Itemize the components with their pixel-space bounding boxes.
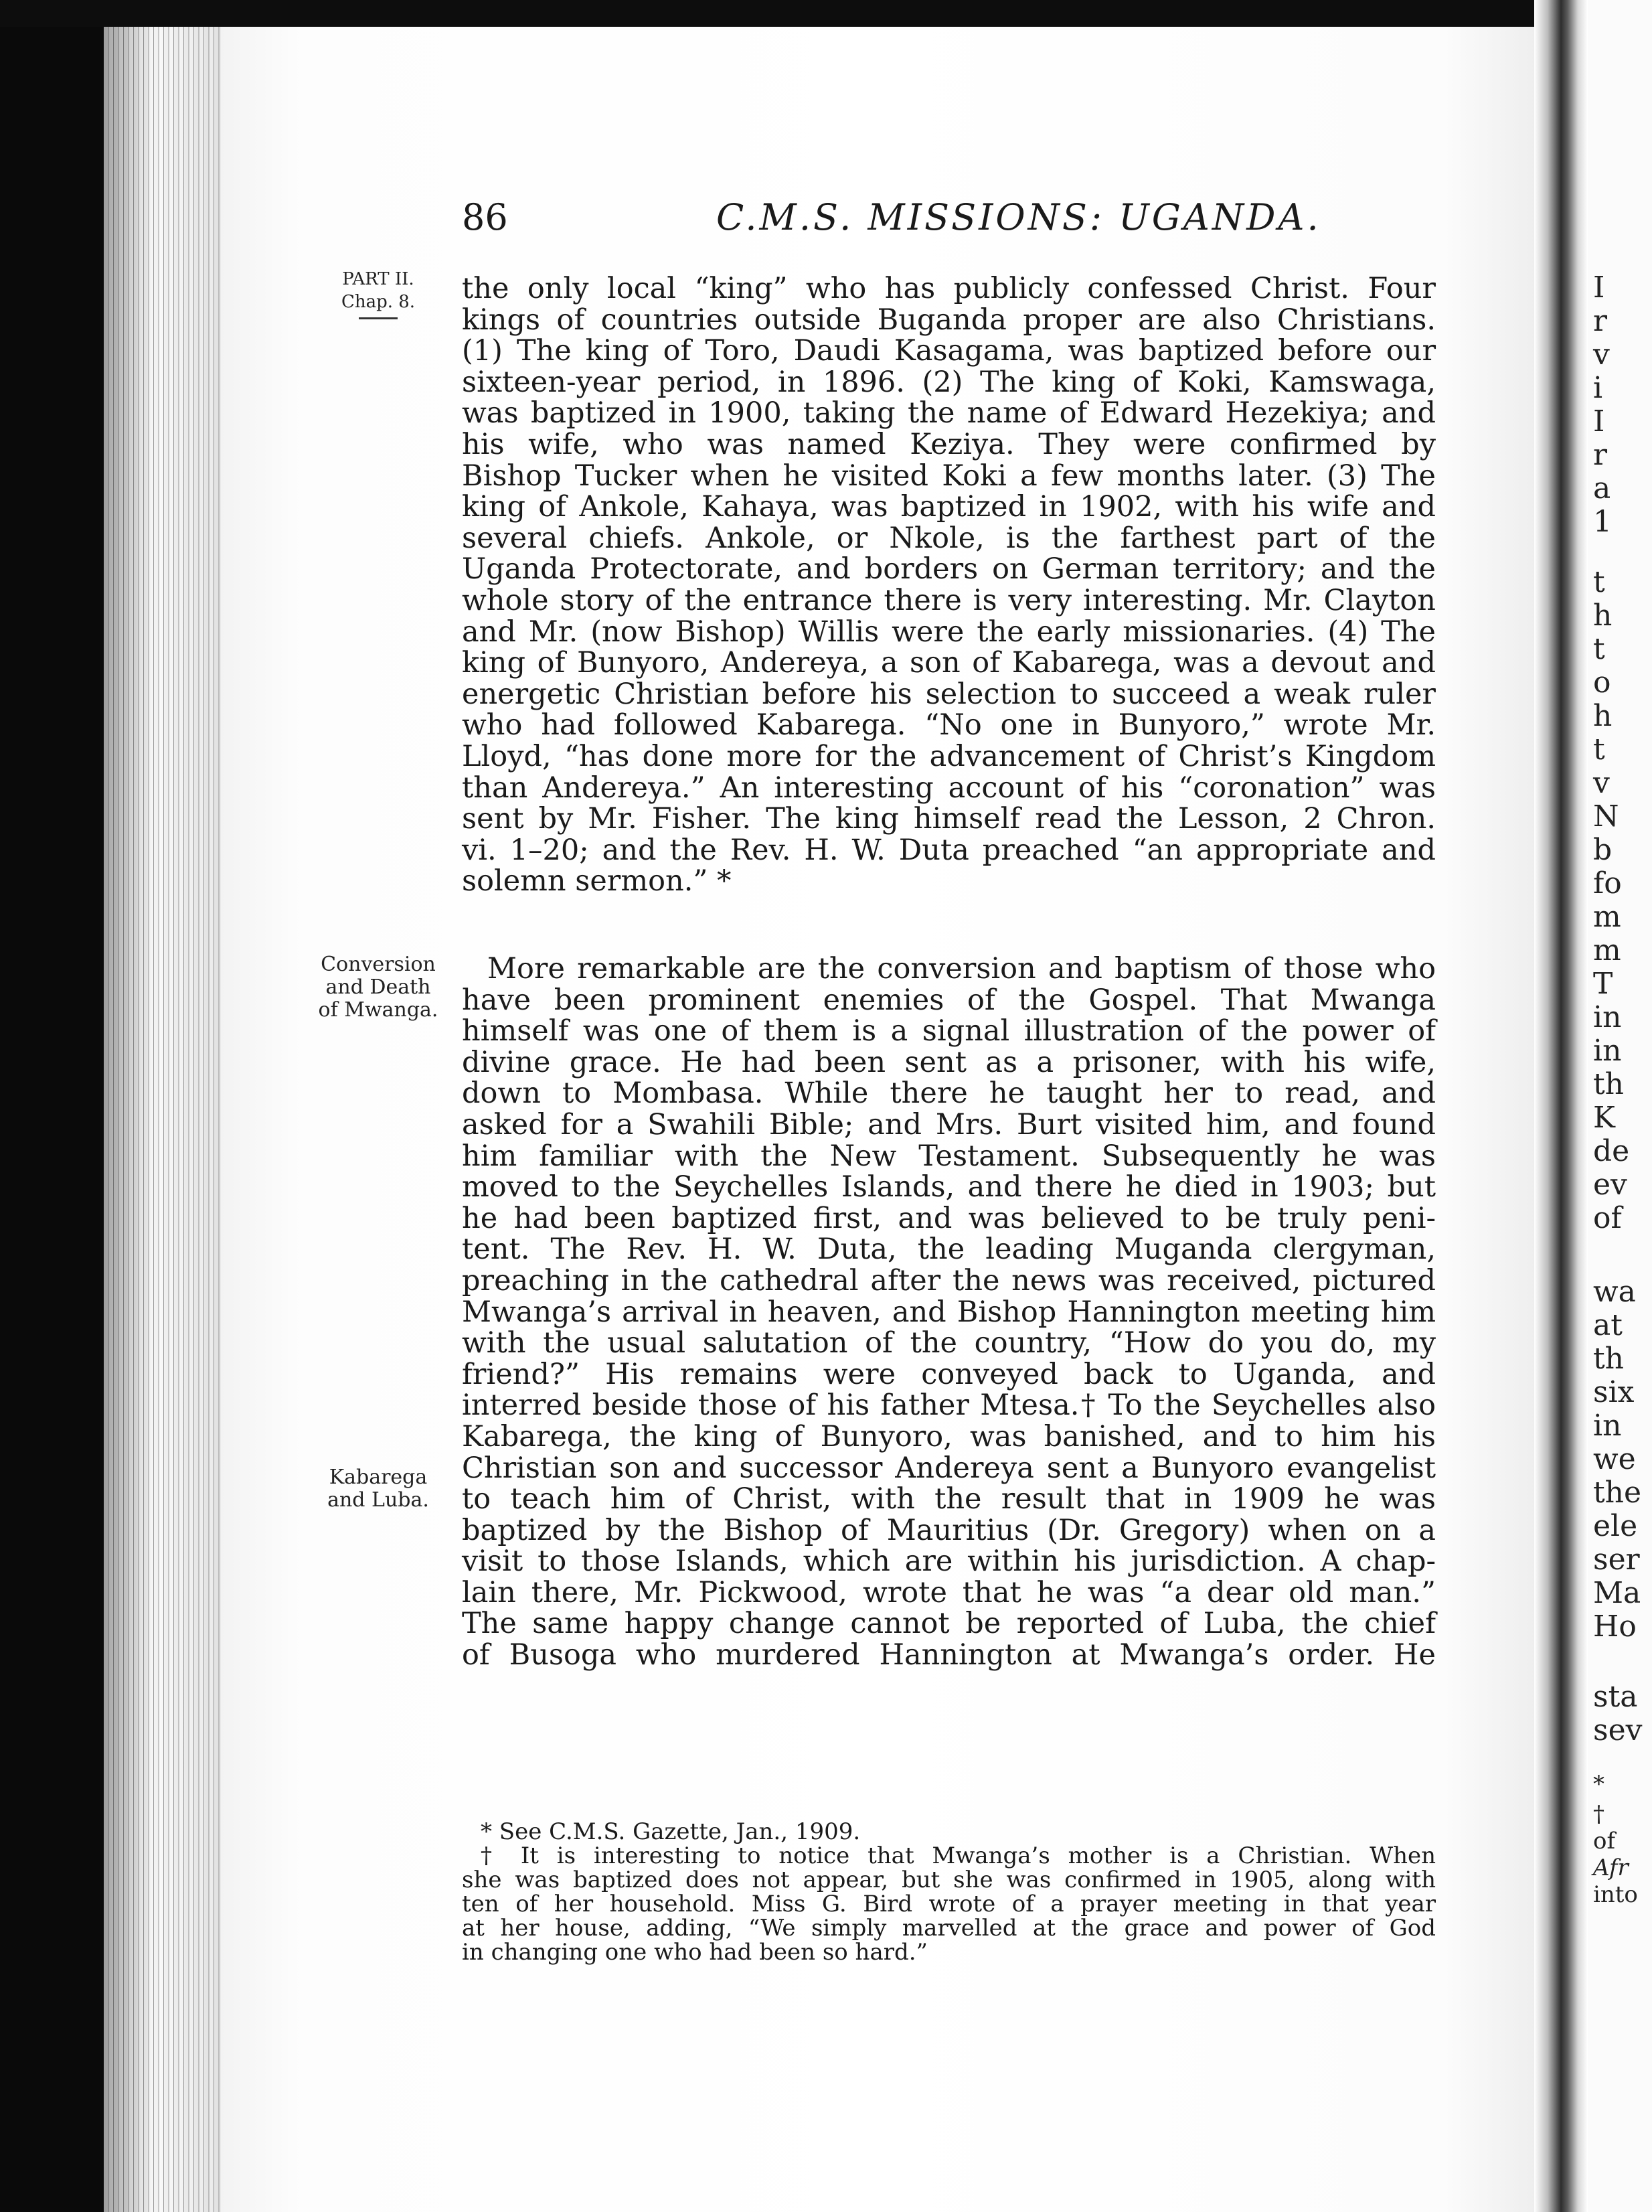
margin-note-line: and Death <box>325 975 431 999</box>
facing-page-line: r <box>1593 438 1608 472</box>
facing-page-line: 1 <box>1593 505 1612 539</box>
facing-page-line: ser <box>1593 1543 1640 1577</box>
book-gutter <box>1534 0 1588 2212</box>
text-line: preaching in the cathedral after the news was received, pictured <box>462 1263 1436 1297</box>
facing-page-line: h <box>1593 699 1613 733</box>
facing-page-line: t <box>1593 632 1605 666</box>
text-line: The same happy change cannot be reported of Luba, the chief <box>462 1607 1436 1641</box>
footnotes <box>462 1820 1436 1964</box>
text-line: Mwanga’s arrival in heaven, and Bishop Hannington meeting him <box>462 1295 1436 1329</box>
facing-page-line: in <box>1593 1000 1622 1034</box>
text-line: kings of countries outside Buganda proper are also Christians. <box>462 303 1436 337</box>
facing-page-line: de <box>1593 1134 1630 1168</box>
text-line: Christian son and successor Andereya sent a Bunyoro evangelist <box>462 1451 1436 1485</box>
text-line: Lloyd, “has done more for the advancement of Christ’s Kingdom <box>462 739 1436 773</box>
margin-note-line: Kabarega <box>329 1466 428 1489</box>
facing-page-line: i <box>1593 371 1603 405</box>
text-line: baptized by the Bishop of Mauritius (Dr. Gregory) when on a <box>462 1513 1436 1547</box>
facing-page-line: T <box>1593 967 1613 1001</box>
margin-note-line: Conversion <box>321 953 436 976</box>
text-line: More remarkable are the conversion and baptism of those who <box>487 952 1436 985</box>
text-line: (1) The king of Toro, Daudi Kasagama, was baptized before our <box>462 334 1436 368</box>
text-line: and Mr. (now Bishop) Willis were the early missionaries. (4) The <box>462 615 1436 649</box>
footnote-line: she was baptized does not appear, but she was confirmed in 1905, along with <box>462 1867 1436 1893</box>
text-line: asked for a Swahili Bible; and Mrs. Burt visited him, and found <box>462 1107 1436 1141</box>
facing-page-line: ele <box>1593 1509 1638 1543</box>
facing-page-line: th <box>1593 1342 1625 1376</box>
facing-page-line: I <box>1593 404 1605 439</box>
text-line: down to Mombasa. While there he taught her to read, and <box>462 1077 1436 1111</box>
text-line: tent. The Rev. H. W. Duta, the leading Muganda clergyman, <box>462 1233 1436 1267</box>
facing-page-line: sev <box>1593 1713 1643 1747</box>
facing-page-line: at <box>1593 1308 1623 1342</box>
footnote-line: † It is interesting to notice that Mwanga’s mother is a Christian. When <box>481 1842 1436 1869</box>
facing-page-line: of <box>1593 1201 1622 1235</box>
facing-page-line: of <box>1593 1828 1616 1854</box>
facing-page-line: six <box>1593 1375 1635 1409</box>
text-line: Uganda Protectorate, and borders on German territory; and the <box>462 552 1436 586</box>
footnote-line: * See C.M.S. Gazette, Jan., 1909. <box>481 1818 861 1845</box>
margin-note-line: Chap. 8. <box>341 292 416 312</box>
text-line: Bishop Tucker when he visited Koki a few months later. (3) The <box>462 459 1436 493</box>
footnote-line: ten of her household. Miss G. Bird wrote of a prayer meeting in that year <box>462 1891 1436 1917</box>
facing-page-line: o <box>1593 665 1611 700</box>
margin-note-part <box>311 268 445 319</box>
text-line: divine grace. He had been sent as a prisoner, with his wife, <box>462 1045 1436 1079</box>
running-title: C.M.S. MISSIONS: UGANDA. <box>716 196 1321 238</box>
facing-page-fragment <box>1588 0 1652 2212</box>
text-line: his wife, who was named Keziya. They were confirmed by <box>462 427 1436 461</box>
facing-page-line: wa <box>1593 1275 1636 1309</box>
text-line: have been prominent enemies of the Gospel. That Mwanga <box>462 983 1436 1017</box>
facing-page-line: in <box>1593 1409 1622 1443</box>
text-line: lain there, Mr. Pickwood, wrote that he was “a dear old man.” <box>462 1575 1436 1609</box>
facing-page-line: m <box>1593 933 1621 967</box>
text-line: Kabarega, the king of Bunyoro, was banished, and to him his <box>462 1419 1436 1453</box>
text-line: him familiar with the New Testament. Subsequently he was <box>462 1139 1436 1173</box>
scan-top-border <box>0 0 1652 27</box>
facing-page-line: † <box>1593 1801 1604 1828</box>
scan-left-background <box>0 0 114 2212</box>
facing-page-line: * <box>1593 1771 1604 1798</box>
text-line: friend?” His remains were conveyed back to Uganda, and <box>462 1357 1436 1391</box>
page-number: 86 <box>462 196 508 238</box>
facing-page-line: Afr <box>1593 1854 1629 1881</box>
body-paragraph-2 <box>462 953 1436 1671</box>
text-line: vi. 1–20; and the Rev. H. W. Duta preached “an appropriate and <box>462 833 1436 867</box>
facing-page-line: th <box>1593 1067 1625 1101</box>
facing-page-line: sta <box>1593 1680 1638 1714</box>
facing-page-line: N <box>1593 799 1619 834</box>
text-line: solemn sermon.” * <box>462 864 732 898</box>
facing-page-line: fo <box>1593 866 1622 900</box>
text-line: king of Ankole, Kahaya, was baptized in 1902, with his wife and <box>462 490 1436 524</box>
text-line: to teach him of Christ, with the result that in 1909 he was <box>462 1482 1436 1516</box>
text-line: whole story of the entrance there is very interesting. Mr. Clayton <box>462 583 1436 617</box>
facing-page-line: I <box>1593 270 1605 305</box>
text-line: several chiefs. Ankole, or Nkole, is the farthest part of the <box>462 521 1436 555</box>
facing-page-line: t <box>1593 732 1605 767</box>
text-line: interred beside those of his father Mtesa.† To the Seychelles also <box>462 1389 1436 1423</box>
text-line: was baptized in 1900, taking the name of Edward Hezekiya; and <box>462 396 1436 430</box>
facing-page-line: h <box>1593 599 1613 633</box>
margin-note-line: and Luba. <box>327 1488 429 1512</box>
margin-note-line: of Mwanga. <box>318 998 438 1022</box>
facing-page-line: m <box>1593 900 1621 934</box>
facing-page-line: b <box>1593 833 1613 867</box>
facing-page-line: Ho <box>1593 1609 1637 1644</box>
text-line: he had been baptized first, and was believed to be truly peni- <box>462 1201 1436 1235</box>
text-line: of Busoga who murdered Hannington at Mwanga’s order. He <box>462 1638 1436 1672</box>
text-line: moved to the Seychelles Islands, and there he died in 1903; but <box>462 1170 1436 1204</box>
margin-note-kabarega <box>311 1466 445 1512</box>
facing-page-line: the <box>1593 1476 1642 1510</box>
facing-page-line: t <box>1593 565 1605 599</box>
footnote-line: at her house, adding, “We simply marvelled at the grace and power of God <box>462 1915 1436 1942</box>
text-line: energetic Christian before his selection to succeed a weak ruler <box>462 677 1436 711</box>
facing-page-line: into <box>1593 1881 1638 1908</box>
facing-page-line: Ma <box>1593 1576 1641 1610</box>
text-line: himself was one of them is a signal illustration of the power of <box>462 1014 1436 1048</box>
text-line: sixteen-year period, in 1896. (2) The king of Koki, Kamswaga, <box>462 365 1436 399</box>
facing-page-line: v <box>1593 766 1610 800</box>
text-line: who had followed Kabarega. “No one in Bunyoro,” wrote Mr. <box>462 708 1436 742</box>
text-line: sent by Mr. Fisher. The king himself read the Lesson, 2 Chron. <box>462 802 1436 836</box>
margin-note-line: PART II. <box>342 269 414 289</box>
footnote-line: in changing one who had been so hard.” <box>462 1939 928 1966</box>
facing-page-line: v <box>1593 337 1610 372</box>
text-line: king of Bunyoro, Andereya, a son of Kabarega, was a devout and <box>462 646 1436 680</box>
margin-note-conversion <box>311 953 445 1022</box>
facing-page-line: ev <box>1593 1168 1627 1202</box>
text-line: with the usual salutation of the country, “How do you do, my <box>462 1326 1436 1360</box>
facing-page-line: a <box>1593 471 1611 505</box>
body-paragraph-1 <box>462 273 1436 897</box>
facing-page-line: in <box>1593 1034 1622 1068</box>
page-edges-shadow <box>104 0 231 2212</box>
facing-page-line: r <box>1593 304 1608 338</box>
text-line: than Andereya.” An interesting account of his “coronation” was <box>462 771 1436 805</box>
facing-page-line: K <box>1593 1101 1615 1135</box>
text-line: visit to those Islands, which are within his jurisdiction. A chap- <box>462 1545 1436 1579</box>
facing-page-line: we <box>1593 1442 1636 1476</box>
margin-note-rule <box>359 317 398 319</box>
running-header <box>462 194 1432 241</box>
text-line: the only local “king” who has publicly confessed Christ. Four <box>462 272 1436 305</box>
